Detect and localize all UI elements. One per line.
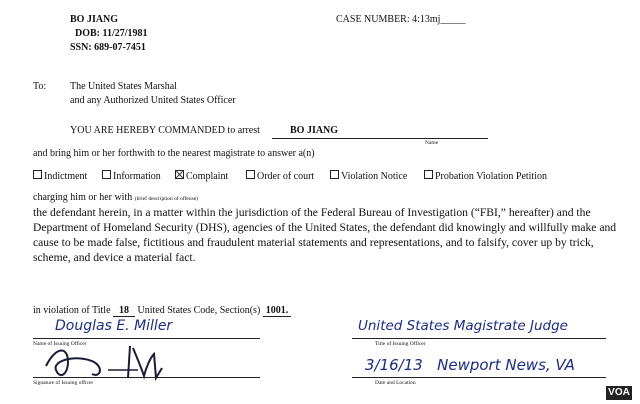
officer-title-caption: Title of Issuing Officer <box>375 341 426 347</box>
voa-logo: VOA <box>606 386 632 400</box>
checkbox-label: Violation Notice <box>341 171 408 182</box>
arrestee-underline <box>272 138 488 139</box>
charging-lead <box>33 192 198 203</box>
checkbox-violation-notice <box>330 170 407 182</box>
checkbox-probation-violation <box>424 170 547 182</box>
charging-lead-text: charging him or her with <box>33 192 133 203</box>
to-line-1: The United States Marshal <box>70 81 177 92</box>
violation-prefix: in violation of Title <box>33 305 111 316</box>
arrestee-name: BO JIANG <box>290 125 339 136</box>
case-number: CASE NUMBER: 4:13mj_____ <box>336 14 466 25</box>
name-caption: Name <box>425 140 439 146</box>
checkbox-box <box>102 170 111 179</box>
bring-text: and bring him or her forthwith to the nearest magistrate to answer a(n) <box>33 148 315 159</box>
violation-middle: United States Code, Section(s) <box>137 305 261 316</box>
officer-name-handwritten: Douglas E. Miller <box>55 318 173 334</box>
checkbox-indictment <box>33 170 87 182</box>
checkbox-label: Order of court <box>257 171 315 182</box>
charging-note: (brief description of offense) <box>134 196 199 202</box>
date-location-line <box>352 377 606 378</box>
checkbox-label: Information <box>113 171 161 182</box>
to-label: To: <box>33 81 47 92</box>
checkbox-box <box>424 170 433 179</box>
officer-name-caption: Name of Issuing Officer <box>33 341 87 347</box>
checkbox-label: Complaint <box>186 171 229 182</box>
checkbox-information <box>102 170 161 182</box>
officer-title-line <box>352 338 606 339</box>
command-text: YOU ARE HEREBY COMMANDED to arrest <box>70 125 260 136</box>
violation-section: 1001. <box>263 305 292 317</box>
checkbox-box <box>330 170 339 179</box>
checkbox-box <box>33 170 42 179</box>
checkbox-box-checked <box>175 170 184 179</box>
violation-line <box>33 305 291 316</box>
date-location-caption: Date and Location <box>375 380 416 386</box>
checkbox-label: Probation Violation Petition <box>435 171 547 182</box>
date-location-handwritten: 3/16/13 Newport News, VA <box>365 356 575 374</box>
defendant-ssn: SSN: 689-07-7451 <box>70 42 146 53</box>
issuing-officer-signature <box>38 340 178 382</box>
checkbox-box <box>246 170 255 179</box>
officer-name-line <box>33 338 260 339</box>
signature-line <box>33 377 260 378</box>
charge-description: the defendant herein, in a matter within the jurisdiction of the Federal Bureau of Investigation (“FBI,” hereafter) and the Department of Homeland Security (DHS), agencies of the United States, the defendant did knowingly and willfully make and cause to be made false, fictitious and fraudulent material statements and representations, and to falsify, cover up by trick, scheme, and device a material fact. <box>33 206 617 264</box>
defendant-dob: DOB: 11/27/1981 <box>75 28 148 39</box>
checkbox-complaint <box>175 170 228 182</box>
checkbox-order-of-court <box>246 170 314 182</box>
checkbox-label: Indictment <box>44 171 88 182</box>
officer-title-handwritten: United States Magistrate Judge <box>358 318 568 334</box>
signature-caption: Signature of Issuing officer <box>33 380 94 386</box>
to-line-2: and any Authorized United States Officer <box>70 95 236 106</box>
violation-title-number: 18 <box>113 305 135 317</box>
defendant-name: BO JIANG <box>70 14 119 25</box>
